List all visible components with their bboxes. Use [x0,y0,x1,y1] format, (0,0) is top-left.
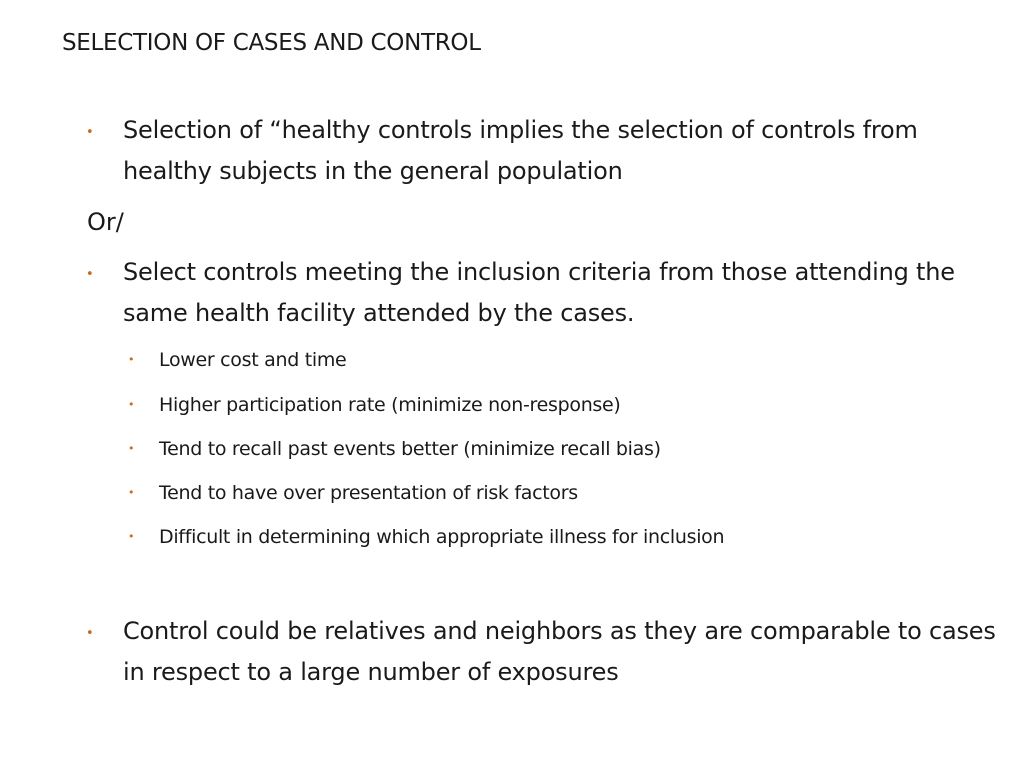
sub-bullet-text: Difficult in determining which appropriate illness for inclusion [159,526,725,548]
sub-bullet-dot-icon: • [128,442,135,455]
sub-bullet-text: Higher participation rate (minimize non-response) [159,394,621,416]
sub-bullet-text: Tend to recall past events better (minimize recall bias) [159,438,661,460]
sub-bullet-dot-icon: • [128,530,135,543]
bullet-dot-icon: • [86,626,94,641]
bullet-text: Select controls meeting the inclusion criteria from those attending the same health facility attended by the cases. [123,258,955,327]
bullet-dot-icon: • [86,267,94,282]
sub-bullet-text: Lower cost and time [159,349,347,371]
or-separator: Or/ [87,208,124,236]
bullet-text: Control could be relatives and neighbors as they are comparable to cases in respect to a large number of exposures [123,617,996,686]
sub-bullet-text: Tend to have over presentation of risk factors [159,482,578,504]
sub-bullet-dot-icon: • [128,398,135,411]
slide-title: SELECTION OF CASES AND CONTROL [62,30,481,56]
bullet-dot-icon: • [86,125,94,140]
sub-bullet-dot-icon: • [128,353,135,366]
bullet-text: Selection of “healthy controls implies the selection of controls from healthy subjects in the general population [123,116,918,185]
sub-bullet-dot-icon: • [128,486,135,499]
